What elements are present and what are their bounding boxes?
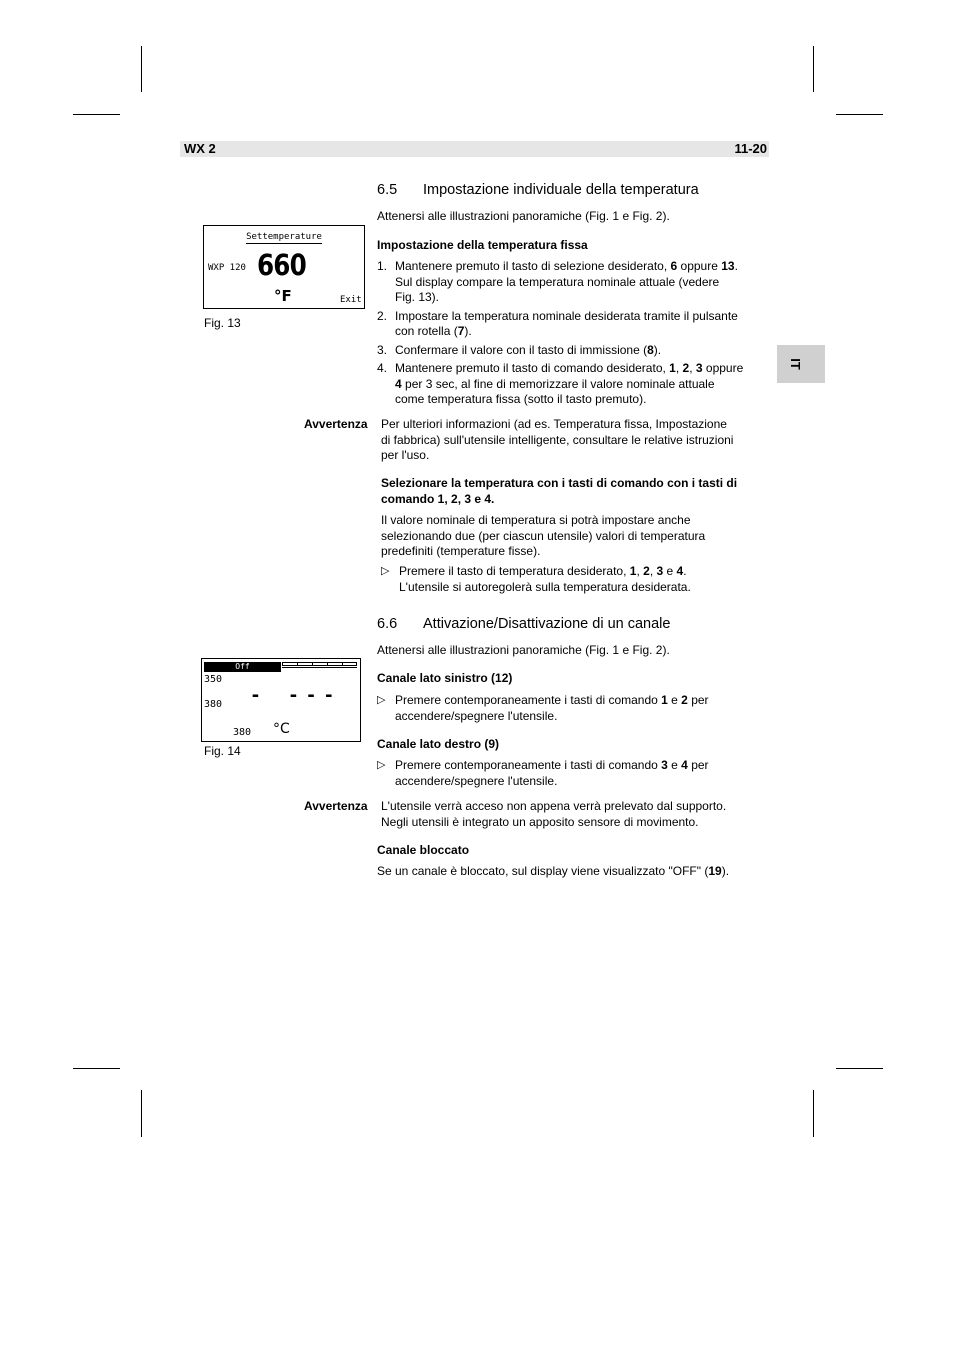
language-tab bbox=[777, 345, 825, 383]
subheading-left-channel: Canale lato sinistro (12) bbox=[377, 671, 513, 685]
subheading-fixed-temp: Impostazione della temperatura fissa bbox=[377, 238, 588, 252]
section-heading bbox=[377, 183, 699, 199]
section-number: 6.6 bbox=[377, 616, 398, 632]
model-name: WX 2 bbox=[184, 141, 216, 156]
lcd-title: Settemperature bbox=[246, 232, 322, 242]
subheading-keys: Selezionare la temperatura con i tasti di comando con i tasti di comando 1, 2, 3 e 4. bbox=[381, 476, 738, 506]
lcd-exit-label: Exit bbox=[340, 295, 362, 305]
lcd-display-fig13 bbox=[203, 225, 365, 309]
figure-caption: Fig. 13 bbox=[204, 316, 241, 330]
lcd-status-off: Off bbox=[204, 662, 281, 672]
note-label: Avvertenza bbox=[304, 799, 368, 813]
list-item: 1. Mantenere premuto il tasto di selezione desiderato, 6 oppure 13. Sul display compare la temperatura nominale attuale (vedere Fig. 13). bbox=[377, 259, 738, 304]
triangle-bullet-icon: ▷ bbox=[381, 565, 390, 577]
note-label: Avvertenza bbox=[304, 417, 368, 431]
crop-mark bbox=[836, 114, 883, 115]
triangle-bullet-icon: ▷ bbox=[377, 694, 386, 706]
list-item: 4. Mantenere premuto il tasto di comando desiderato, 1, 2, 3 oppure 4 per 3 sec, al fine di memorizzare il valore nominale attuale come temperatura fissa (sotto il tasto premuto). bbox=[377, 361, 744, 406]
crop-mark bbox=[836, 1068, 883, 1069]
crop-mark bbox=[73, 1068, 120, 1069]
lcd-display-fig14 bbox=[201, 658, 361, 742]
note-text: Per ulteriori informazioni (ad es. Temperatura fissa, Impostazione di fabbrica) sull'utensile intelligente, consultare le relative istruzioni per l'uso. bbox=[381, 417, 734, 462]
blocked-text: Se un canale è bloccato, sul display viene visualizzato "OFF" (19). bbox=[377, 864, 730, 878]
lcd-dash-right: - - - bbox=[288, 685, 333, 706]
page-header bbox=[180, 141, 769, 157]
lcd-row-value: 350 bbox=[204, 674, 223, 685]
triangle-bullet-icon: ▷ bbox=[377, 759, 386, 771]
lcd-unit: °C bbox=[273, 721, 290, 737]
intro-text: Attenersi alle illustrazioni panoramiche (Fig. 1 e Fig. 2). bbox=[377, 643, 670, 657]
note-text: L'utensile verrà acceso non appena verrà prelevato dal supporto. Negli utensili è integrato un apposito sensore di movimento. bbox=[381, 799, 727, 829]
list-item: ▷ Premere contemporaneamente i tasti di comando 3 e 4 per accendere/spegnere l'utensile. bbox=[377, 758, 709, 788]
list-item: 2. Impostare la temperatura nominale desiderata tramite il pulsante con rotella (7). bbox=[377, 308, 738, 338]
crop-mark bbox=[813, 46, 814, 92]
figure-caption: Fig. 14 bbox=[204, 744, 241, 758]
subheading-blocked-channel: Canale bloccato bbox=[377, 843, 470, 857]
lcd-bottom-value: 380 bbox=[233, 727, 252, 738]
section-number: 6.5 bbox=[377, 182, 398, 198]
list-item: 3. Confermare il valore con il tasto di immissione (8). bbox=[377, 342, 662, 357]
steps-list bbox=[377, 259, 777, 408]
lcd-row-value: 380 bbox=[204, 699, 223, 710]
subheading-right-channel: Canale lato destro (9) bbox=[377, 737, 500, 751]
section-title: Attivazione/Disattivazione di un canale bbox=[423, 616, 671, 632]
lcd-tool-name: WXP 120 bbox=[208, 263, 246, 273]
lcd-temperature-value: 660 bbox=[257, 248, 306, 282]
list-item: ▷ Premere contemporaneamente i tasti di comando 1 e 2 per accendere/spegnere l'utensile. bbox=[377, 693, 709, 723]
crop-mark bbox=[73, 114, 120, 115]
lcd-divider bbox=[282, 667, 357, 668]
keys-paragraph: Il valore nominale di temperatura si potrà impostare anche selezionando due (per ciascun utensile) valori di temperatura predefiniti (temperature fisse). bbox=[381, 513, 706, 558]
intro-text: Attenersi alle illustrazioni panoramiche (Fig. 1 e Fig. 2). bbox=[377, 209, 670, 223]
list-item: ▷ Premere il tasto di temperatura desiderato, 1, 2, 3 e 4. L'utensile si autoregolerà sulla temperatura desiderata. bbox=[381, 564, 691, 594]
lcd-dash-left: - bbox=[250, 685, 261, 706]
section-title: Impostazione individuale della temperatura bbox=[423, 182, 699, 198]
lcd-unit: °F bbox=[274, 287, 292, 305]
page-number: 11-20 bbox=[734, 141, 767, 156]
lcd-segment-bar bbox=[282, 662, 357, 666]
crop-mark bbox=[141, 1090, 142, 1137]
crop-mark bbox=[141, 46, 142, 92]
crop-mark bbox=[813, 1090, 814, 1137]
section-heading bbox=[377, 617, 670, 633]
language-tab-label: IT bbox=[788, 358, 803, 370]
